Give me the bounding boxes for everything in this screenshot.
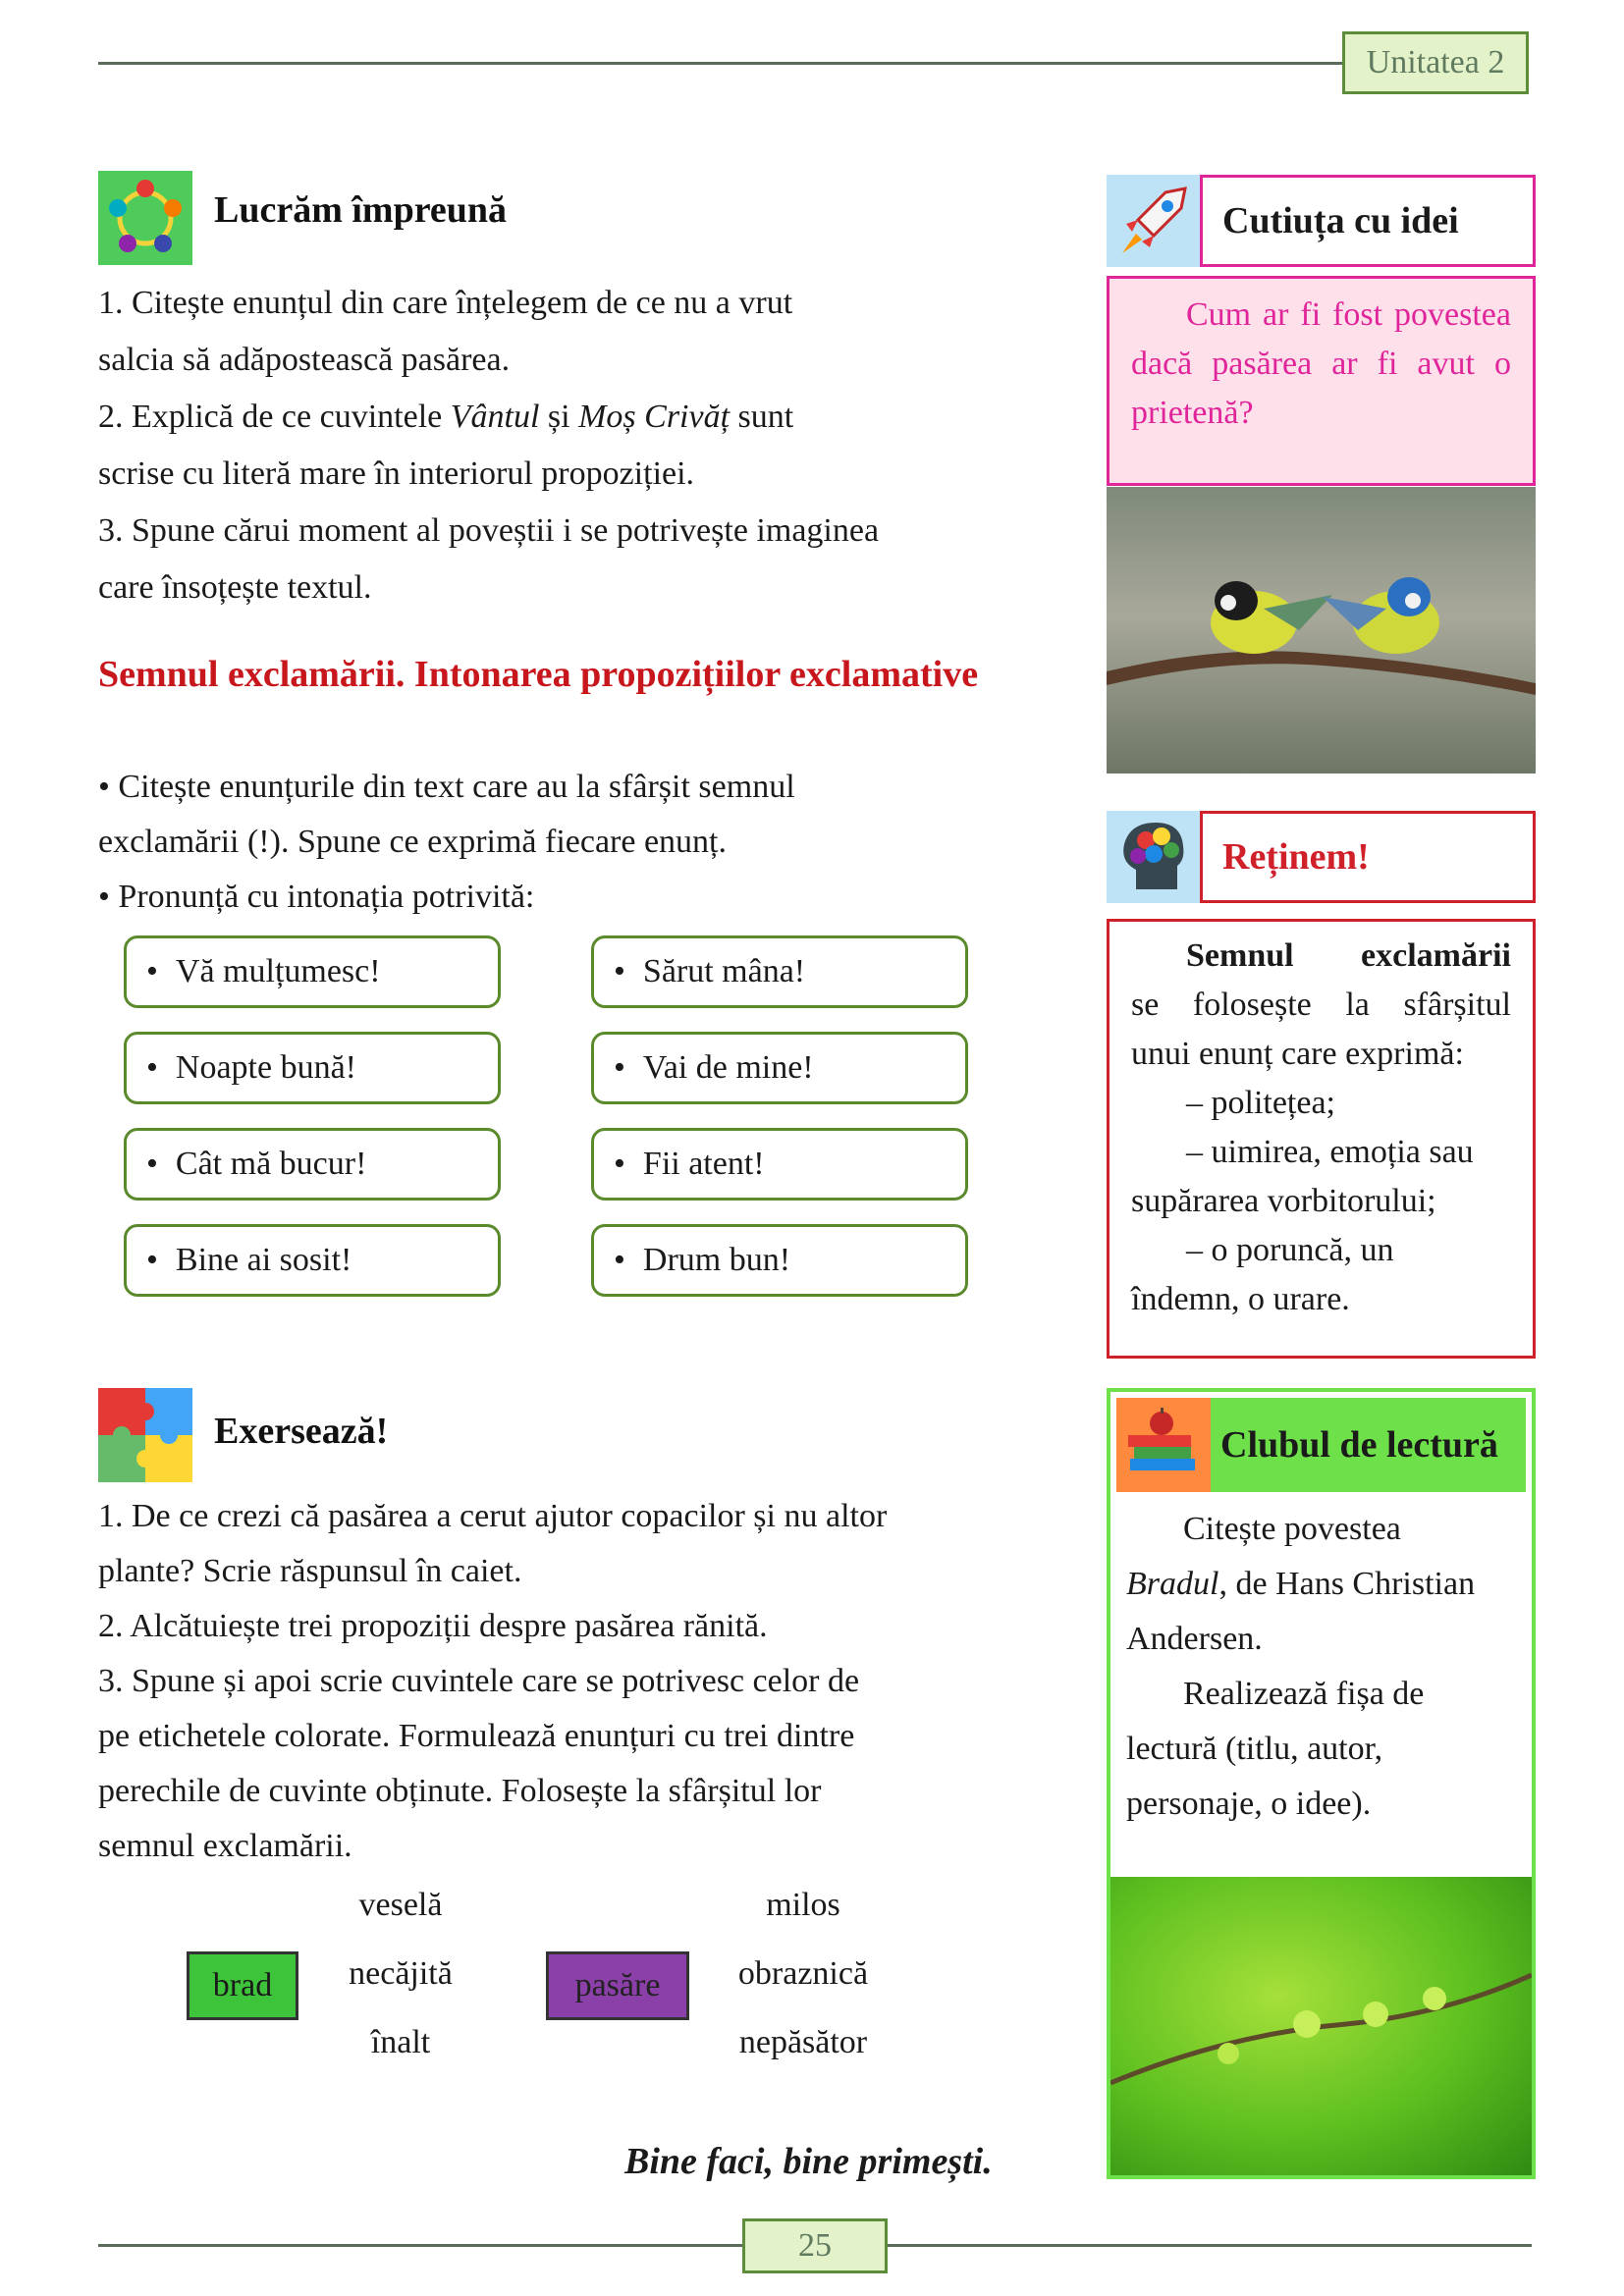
cutiuta-title: Cutiuța cu idei — [1200, 175, 1536, 267]
exerseaza-line-3: 2. Alcătuiește trei propoziții despre pasărea rănită. — [98, 1608, 768, 1644]
unit-label: Unitatea 2 — [1342, 31, 1529, 94]
phrase-box — [591, 1128, 968, 1201]
books-icon — [1116, 1398, 1211, 1492]
word-option: obraznică — [737, 1955, 869, 1992]
bullet: • — [614, 1049, 625, 1086]
footer-rule-left — [98, 2244, 742, 2247]
bullet: • — [146, 1146, 158, 1182]
page-number: 25 — [742, 2218, 888, 2273]
retinem-bold: Semnul exclamării — [1186, 937, 1511, 974]
bullet: • — [146, 1242, 158, 1278]
exerseaza-line-1: 1. De ce crezi că pasărea a cerut ajutor copacilor și nu altor — [98, 1498, 888, 1534]
phrase-text: Bine ai sosit! — [175, 1242, 352, 1278]
phrase-text: Vă mulțumesc! — [175, 953, 381, 989]
word-option: nepăsător — [738, 2024, 868, 2060]
clubul-line: Realizează fișa de — [1183, 1676, 1425, 1712]
book-title: Bradul — [1126, 1566, 1219, 1602]
exclamation-line-2: exclamării (!). Spune ce exprimă fiecare enunț. — [98, 824, 728, 860]
clubul-line — [1126, 1557, 1519, 1612]
phrase-box — [124, 935, 501, 1008]
lucram-line-2: salcia să adăpostească pasărea. — [98, 342, 511, 378]
header-rule — [98, 62, 1342, 65]
retinem-line: se folosește la sfârșitul — [1131, 987, 1511, 1023]
lucram-text — [98, 275, 1001, 616]
lucram-line-3: 2. Explică de ce cuvintele Vântul și Moș Crivăț sunt — [98, 399, 794, 435]
footer-rule-right — [888, 2244, 1532, 2247]
phrase-text: Cât mă bucur! — [175, 1146, 367, 1182]
phrase-text: Noapte bună! — [175, 1049, 357, 1086]
section-title-lucram: Lucrăm împreună — [214, 189, 508, 231]
clubul-line-rest: , de Hans Christian — [1218, 1566, 1476, 1602]
birds-photo — [1107, 487, 1536, 774]
cutiuta-question: Cum ar fi fost povestea dacă pasărea ar fi avut o prietenă? — [1131, 296, 1511, 431]
phrase-text: Vai de mine! — [642, 1049, 814, 1086]
bullet: • — [146, 1049, 158, 1086]
exerseaza-line-5: pe etichetele colorate. Formulează enunțuri cu trei dintre — [98, 1718, 855, 1754]
word-option: veselă — [358, 1887, 443, 1923]
bullet: • — [614, 1242, 625, 1278]
word-option: milos — [766, 1887, 840, 1923]
exclamation-text — [98, 760, 1001, 925]
bullet: • — [614, 953, 625, 989]
exclamation-line-3: • Pronunță cu intonația potrivită: — [98, 879, 535, 915]
retinem-line: supărarea vorbitorului; — [1131, 1183, 1436, 1219]
phrase-text: Sărut mâna! — [642, 953, 806, 989]
larch-branch-photo — [1110, 1877, 1532, 2175]
retinem-line: unui enunț care exprimă: — [1131, 1036, 1464, 1072]
phrase-text: Fii atent! — [642, 1146, 765, 1182]
clubul-line: personaje, o idee). — [1126, 1786, 1372, 1822]
word-option: înalt — [370, 2024, 431, 2060]
word-tag-pasare: pasăre — [546, 1951, 689, 2020]
phrase-box — [124, 1032, 501, 1104]
word-tag-brad: brad — [187, 1951, 298, 2020]
clubul-title: Clubul de lectură — [1211, 1398, 1526, 1492]
lucram-line-5: 3. Spune cărui moment al poveștii i se potrivește imaginea — [98, 512, 880, 549]
bullet: • — [614, 1146, 625, 1182]
clubul-line: lectură (titlu, autor, — [1126, 1731, 1383, 1767]
phrase-box — [591, 1032, 968, 1104]
exerseaza-line-7: semnul exclamării. — [98, 1828, 352, 1864]
exclamation-section-title: Semnul exclamării. Intonarea propozițiilor exclamative — [98, 654, 979, 695]
rocket-icon — [1107, 175, 1201, 267]
lucram-line-1: 1. Citește enunțul din care înțelegem de ce nu a vrut — [98, 285, 793, 321]
exerseaza-line-2: plante? Scrie răspunsul în caiet. — [98, 1553, 522, 1589]
phrase-box — [591, 935, 968, 1008]
retinem-body — [1107, 919, 1536, 1359]
clubul-line: Citește povestea — [1183, 1511, 1401, 1547]
closing-quote: Bine faci, bine primești. — [624, 2141, 993, 2182]
phrase-box — [591, 1224, 968, 1297]
phrase-box — [124, 1224, 501, 1297]
lucram-line-6: care însoțește textul. — [98, 569, 372, 606]
retinem-line: – uimirea, emoția sau — [1186, 1134, 1474, 1170]
cutiuta-body — [1107, 276, 1536, 486]
retinem-line: – politețea; — [1186, 1085, 1336, 1121]
clubul-body — [1126, 1502, 1519, 1832]
phrase-box — [124, 1128, 501, 1201]
retinem-line: îndemn, o urare. — [1131, 1281, 1350, 1317]
teamwork-icon — [98, 171, 192, 265]
brain-icon — [1107, 811, 1201, 903]
puzzle-icon — [98, 1388, 192, 1482]
retinem-line: – o poruncă, un — [1186, 1232, 1394, 1268]
section-title-exerseaza: Exersează! — [214, 1411, 389, 1452]
word-option: necăjită — [349, 1955, 453, 1992]
lucram-line-4: scrise cu literă mare în interiorul propoziției. — [98, 455, 695, 492]
exerseaza-line-6: perechile de cuvinte obținute. Folosește la sfârșitul lor — [98, 1773, 822, 1809]
exclamation-line-1: • Citește enunțurile din text care au la sfârșit semnul — [98, 769, 795, 805]
retinem-title: Reținem! — [1200, 811, 1536, 903]
exerseaza-text — [98, 1489, 1001, 1874]
exerseaza-line-4: 3. Spune și apoi scrie cuvintele care se potrivesc celor de — [98, 1663, 860, 1699]
clubul-line: Andersen. — [1126, 1621, 1263, 1657]
phrase-text: Drum bun! — [642, 1242, 791, 1278]
bullet: • — [146, 953, 158, 989]
